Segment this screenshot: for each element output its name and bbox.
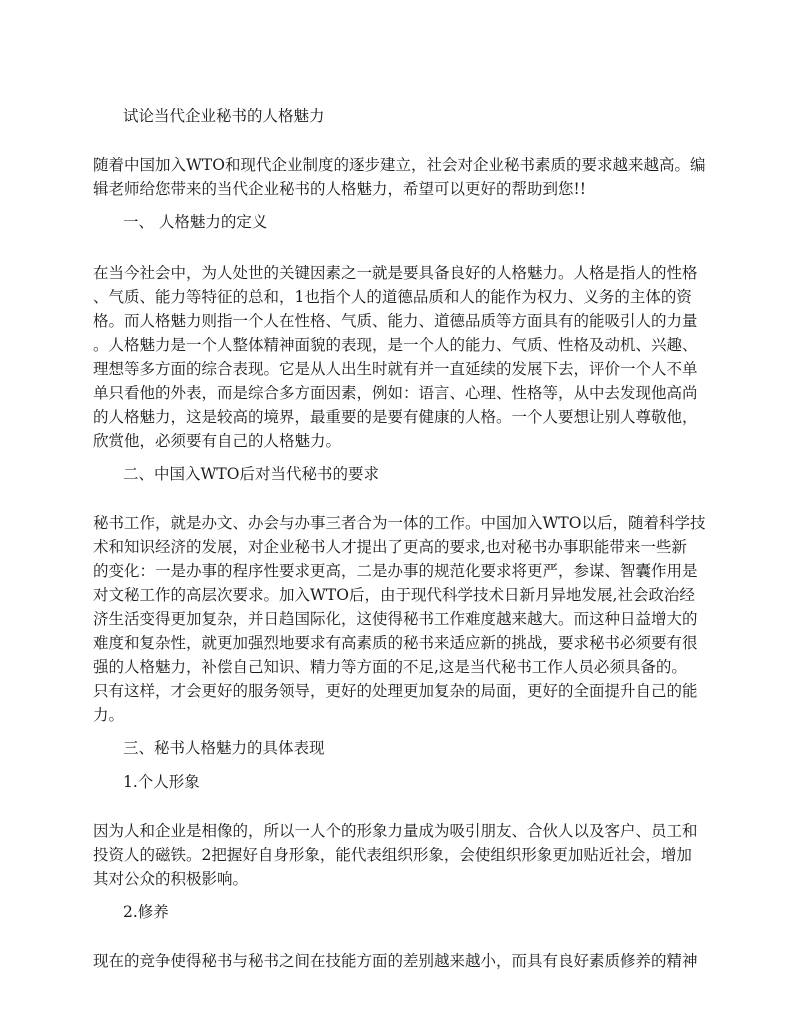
section2-line-9: 力。: [93, 706, 125, 724]
section2-line-2: 术和知识经济的发展，对企业秘书人才提出了更高的要求,也对秘书办事职能带来一些新: [93, 538, 687, 556]
subsection1-heading: 1.个人形象: [123, 773, 200, 791]
section1-line-5: 理想等多方面的综合表现。它是从人出生时就有并一直延续的发展下去，评价一个人不单: [93, 360, 698, 378]
subsection2-line-1: 现在的竞争使得秘书与秘书之间在技能方面的差别越来越小，而具有良好素质修养的精神: [93, 952, 698, 970]
subsection1-line-3: 其对公众的积极影响。: [93, 870, 249, 888]
subsection1-line-2: 投资人的磁铁。2把握好自身形象，能代表组织形象，会使组织形象更加贴近社会，增加: [93, 846, 692, 864]
section2-line-5: 济生活变得更加复杂，并日趋国际化，这使得秘书工作难度越来越大。而这种日益增大的: [93, 610, 698, 628]
subsection2-heading: 2.修养: [123, 903, 169, 921]
section2-line-3: 的变化：一是办事的程序性要求更高，二是办事的规范化要求将更严，参谋、智囊作用是: [93, 562, 698, 580]
section1-line-1: 在当今社会中，为人处世的关键因素之一就是要具备良好的人格魅力。人格是指人的性格: [93, 264, 698, 282]
intro-line-1: 随着中国加入WTO和现代企业制度的逐步建立，社会对企业秘书素质的要求越来越高。编: [93, 156, 706, 174]
section2-line-8: 只有这样，才会更好的服务领导，更好的处理更加复杂的局面，更好的全面提升自己的能: [93, 682, 698, 700]
section1-line-7: 的人格魅力，这是较高的境界，最重要的是要有健康的人格。一个人要想让别人尊敬他，: [93, 408, 698, 426]
intro-line-2: 辑老师给您带来的当代企业秘书的人格魅力，希望可以更好的帮助到您!!: [93, 180, 586, 198]
section1-line-2: 、气质、能力等特征的总和，1也指个人的道德品质和人的能作为权力、义务的主体的资: [93, 288, 692, 306]
section1-line-6: 单只看他的外表，而是综合多方面因素，例如：语言、心理、性格等，从中去发现他高尚: [93, 384, 698, 402]
section1-heading: 一、 人格魅力的定义: [123, 213, 268, 231]
section2-line-1: 秘书工作，就是办文、办会与办事三者合为一体的工作。中国加入WTO以后，随着科学技: [93, 514, 706, 532]
section3-heading: 三、秘书人格魅力的具体表现: [123, 739, 325, 757]
section1-line-4: 。人格魅力是一个人整体精神面貌的表现，是一个人的能力、气质、性格及动机、兴趣、: [93, 336, 698, 354]
section2-line-6: 难度和复杂性，就更加强烈地要求有高素质的秘书来适应新的挑战，要求秘书必须要有很: [93, 634, 698, 652]
section1-line-3: 格。而人格魅力则指一个人在性格、气质、能力、道德品质等方面具有的能吸引人的力量: [93, 312, 698, 330]
section1-line-8: 欣赏他，必须要有自己的人格魅力。: [93, 432, 342, 450]
section2-heading: 二、中国入WTO后对当代秘书的要求: [123, 465, 379, 483]
section2-line-7: 强的人格魅力，补偿自己知识、精力等方面的不足,这是当代秘书工作人员必须具备的。: [93, 658, 687, 676]
subsection1-line-1: 因为人和企业是相像的，所以一人个的形象力量成为吸引朋友、合伙人以及客户、员工和: [93, 822, 698, 840]
document-title: 试论当代企业秘书的人格魅力: [123, 107, 325, 125]
section2-line-4: 对文秘工作的高层次要求。加入WTO后，由于现代科学技术日新月异地发展,社会政治经: [93, 586, 695, 604]
